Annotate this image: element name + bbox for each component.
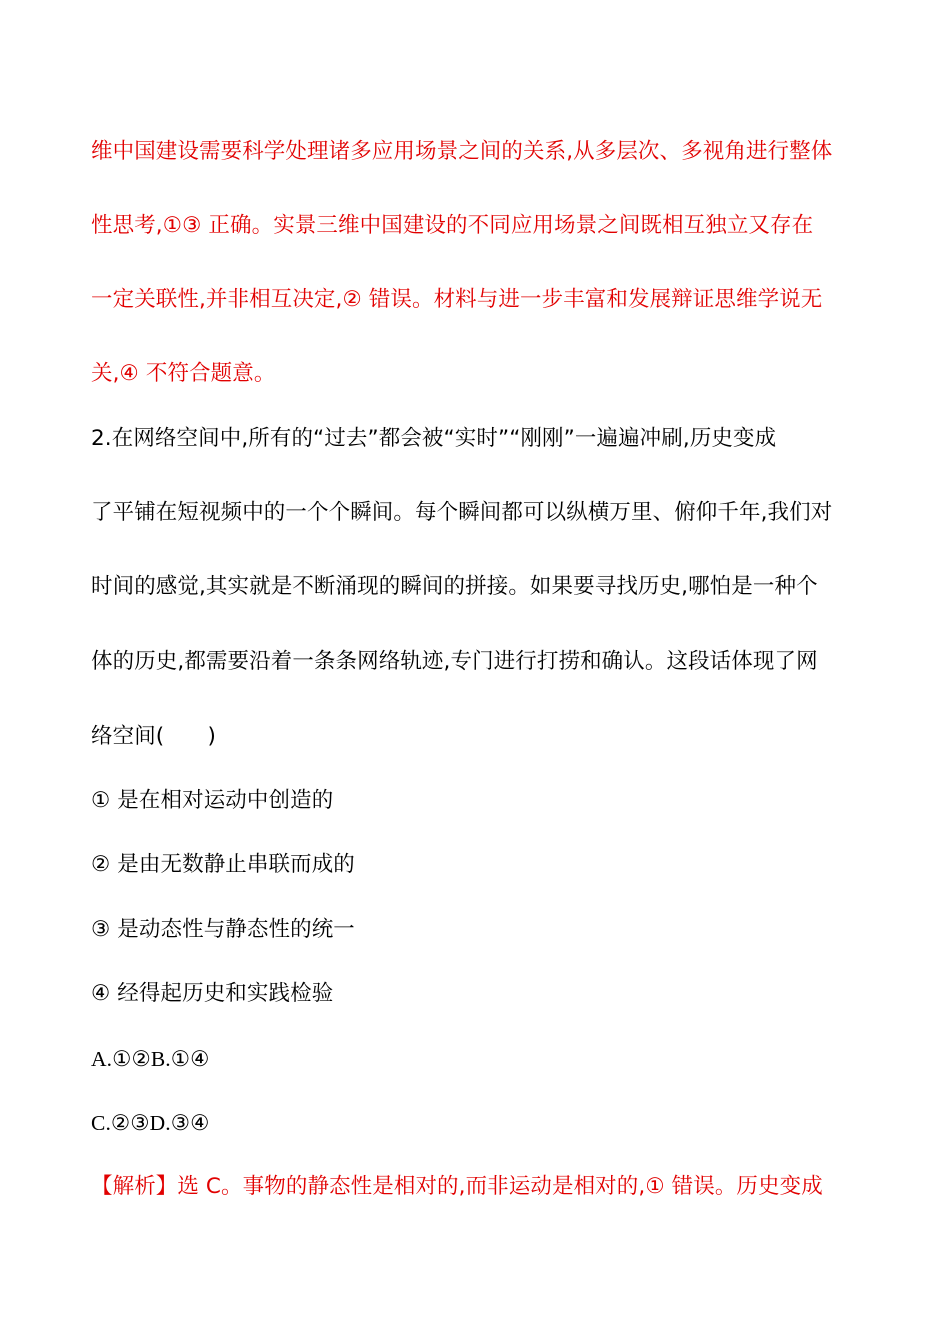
analysis-line-1: 维中国建设需要科学处理诸多应用场景之间的关系,从多层次、多视角进行整体 [91, 139, 833, 164]
options-line-cd: C.②③D.③④ [91, 1111, 210, 1135]
statement-1: ① 是在相对运动中创造的 [91, 788, 334, 813]
analysis-line-2: 性思考,①③ 正确。实景三维中国建设的不同应用场景之间既相互独立又存在 [91, 213, 814, 238]
question-stem-line-5: 络空间( ) [91, 724, 216, 749]
question-stem-line-3: 时间的感觉,其实就是不断涌现的瞬间的拼接。如果要寻找历史,哪怕是一种个 [91, 574, 818, 599]
statement-4: ④ 经得起历史和实践检验 [91, 981, 334, 1006]
question-stem-line-4: 体的历史,都需要沿着一条条网络轨迹,专门进行打捞和确认。这段话体现了网 [91, 649, 818, 674]
analysis-line-3: 一定关联性,并非相互决定,② 错误。材料与进一步丰富和发展辩证思维学说无 [91, 287, 823, 312]
question-stem-line-1: 2.在网络空间中,所有的“过去”都会被“实时”“刚刚”一遍遍冲刷,历史变成 [91, 426, 777, 451]
question-stem-line-2: 了平铺在短视频中的一个个瞬间。每个瞬间都可以纵横万里、俯仰千年,我们对 [91, 500, 833, 525]
options-line-ab: A.①②B.①④ [91, 1047, 210, 1071]
statement-3: ③ 是动态性与静态性的统一 [91, 917, 355, 942]
statement-2: ② 是由无数静止串联而成的 [91, 852, 355, 877]
analysis-line-4: 关,④ 不符合题意。 [91, 361, 276, 386]
analysis-q2-line-1: 【解析】选 C。事物的静态性是相对的,而非运动是相对的,① 错误。历史变成 [91, 1174, 823, 1199]
